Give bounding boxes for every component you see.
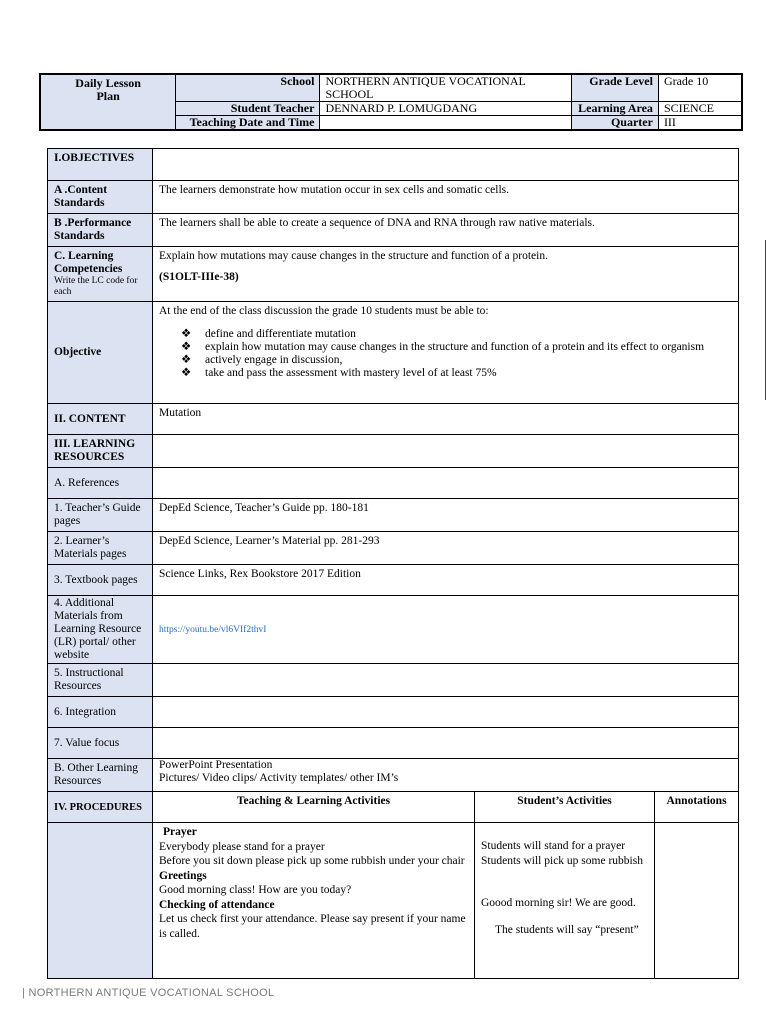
dlp-title: Daily Lesson Plan (40, 74, 176, 130)
learning-area-label: Learning Area (572, 102, 659, 116)
objective-intro: At the end of the class discussion the grade 10 students must be able to: (159, 305, 489, 317)
student-line4: The students will say “present” (495, 923, 639, 936)
prayer-line2: Before you sit down please pick up some rubbish under your chair (159, 855, 465, 867)
value-focus-label: 7. Value focus (48, 728, 153, 759)
diamond-bullet-icon: ❖ (181, 367, 192, 379)
grade-level-label: Grade Level (572, 74, 659, 102)
objectives-section-title: I.OBJECTIVES (48, 149, 153, 181)
content-standards-text: The learners demonstrate how mutation occur in sex cells and somatic cells. (153, 181, 739, 214)
diamond-bullet-icon: ❖ (181, 354, 192, 366)
list-item: ❖ take and pass the assessment with mastery level of at least 75% (181, 367, 497, 379)
learning-area-value: SCIENCE (658, 102, 742, 116)
col-annotations-header: Annotations (655, 792, 739, 823)
learning-competencies-note: Write the LC code for each (54, 276, 138, 297)
prayer-heading: Prayer (163, 826, 197, 838)
youtube-link[interactable]: https://youtu.be/vl6VIf2thvI (159, 624, 267, 635)
school-label: School (176, 74, 320, 102)
content-text: Mutation (153, 404, 739, 435)
learners-materials-label: 2. Learner’s Materials pages (48, 532, 153, 565)
student-line3: Goood morning sir! We are good. (481, 897, 636, 909)
col-students-header: Student’s Activities (475, 792, 655, 823)
student-line1: Students will stand for a prayer (481, 840, 626, 852)
col-teaching-header: Teaching & Learning Activities (153, 792, 475, 823)
integration-blank (153, 697, 739, 728)
other-resources-label: B. Other Learning Resources (48, 759, 153, 792)
references-blank (153, 468, 739, 499)
procedures-label: IV. PROCEDURES (48, 792, 153, 823)
learning-competencies-text: Explain how mutations may cause changes in the structure and function of a protein. (159, 250, 548, 262)
diamond-bullet-icon: ❖ (181, 341, 192, 353)
integration-label: 6. Integration (48, 697, 153, 728)
prayer-line1: Everybody please stand for a prayer (159, 840, 325, 853)
page-footer: | NORTHERN ANTIQUE VOCATIONAL SCHOOL (22, 987, 275, 999)
student-teacher-value: DENNARD P. LOMUGDANG (320, 102, 572, 116)
content-label: II. CONTENT (48, 404, 153, 435)
teaching-date-value (320, 116, 572, 131)
objective-label: Objective (48, 302, 153, 404)
attendance-line: Let us check first your attendance. Please say present if your name is called. (159, 913, 466, 940)
greetings-line: Good morning class! How are you today? (159, 884, 352, 896)
attendance-heading: Checking of attendance (159, 898, 275, 911)
learning-competencies-cell (48, 247, 153, 302)
performance-standards-label: B .Performance Standards (48, 214, 153, 247)
grade-level-value: Grade 10 (658, 74, 742, 102)
performance-standards-text: The learners shall be able to create a sequence of DNA and RNA through raw native materials. (153, 214, 739, 247)
school-value: NORTHERN ANTIQUE VOCATIONAL SCHOOL (320, 74, 572, 102)
content-standards-label: A .Content Standards (48, 181, 153, 214)
procedures-blank-left (48, 823, 153, 979)
learning-competencies-label: C. Learning Competencies (54, 250, 123, 275)
references-label: A. References (48, 468, 153, 499)
resources-label: III. LEARNING RESOURCES (48, 435, 153, 468)
other-resources-line2: Pictures/ Video clips/ Activity templates/ other IM’s (159, 772, 399, 784)
other-resources-line1: PowerPoint Presentation (159, 759, 273, 771)
additional-materials-cell (153, 596, 739, 664)
greetings-heading: Greetings (159, 869, 207, 882)
textbook-label: 3. Textbook pages (48, 565, 153, 596)
instructional-resources-label: 5. Instructional Resources (48, 664, 153, 697)
student-line2: Students will pick up some rubbish (481, 854, 643, 867)
textbook-text: Science Links, Rex Bookstore 2017 Edition (153, 565, 739, 596)
teaching-activities-cell (153, 823, 475, 979)
quarter-label: Quarter (572, 116, 659, 131)
objective-list (159, 328, 732, 380)
objective-content (153, 302, 739, 404)
teachers-guide-label: 1. Teacher’s Guide pages (48, 499, 153, 532)
annotations-cell (655, 823, 739, 979)
lc-code: (S1OLT-IIIe-38) (159, 271, 239, 283)
lesson-plan-table (47, 148, 739, 979)
diamond-bullet-icon: ❖ (181, 328, 192, 340)
resources-blank (153, 435, 739, 468)
value-focus-blank (153, 728, 739, 759)
list-item: ❖ actively engage in discussion, (181, 354, 343, 366)
teachers-guide-text: DepEd Science, Teacher’s Guide pp. 180-181 (153, 499, 739, 532)
header-table (39, 73, 743, 131)
teaching-date-label: Teaching Date and Time (176, 116, 320, 131)
student-teacher-label: Student Teacher (176, 102, 320, 116)
student-activities-cell (475, 823, 655, 979)
list-item: ❖ explain how mutation may cause changes in the structure and function of a protein and its effect to organism (181, 341, 705, 353)
learning-competencies-content (153, 247, 739, 302)
instructional-resources-blank (153, 664, 739, 697)
additional-materials-label: 4. Additional Materials from Learning Resource (LR) portal/ other website (48, 596, 153, 664)
quarter-value: III (658, 116, 742, 131)
page-edge-line (765, 240, 766, 400)
other-resources-content (153, 759, 739, 792)
learners-materials-text: DepEd Science, Learner’s Material pp. 281-293 (153, 532, 739, 565)
list-item: ❖ define and differentiate mutation (181, 328, 356, 340)
objectives-section-blank (153, 149, 739, 181)
